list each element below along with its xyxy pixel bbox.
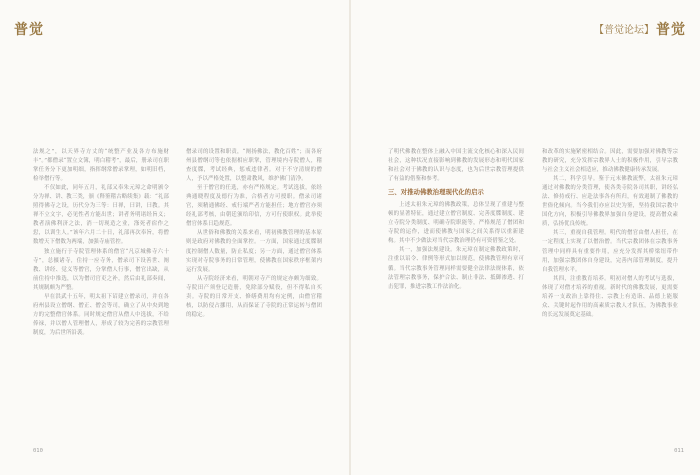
left-column-1: [33, 148, 169, 338]
right-column-2: [542, 148, 678, 320]
body-paragraph: 其二，科学引导。鉴于元末佛教流弊，太祖朱元璋通过对佛教的分类管理，使各类寺院各司其职，讲经弘法、修持戒行、应赴法事各有所归，有效遏制了佛教的世俗化倾向。当今我们亦应以史为鉴，坚持我国宗教中国化方向，积极引导佛教界加强自身建设，提高僧众素质，弘扬优良传统。: [542, 176, 678, 228]
right-page: [351, 0, 700, 475]
body-paragraph: 至于僧官的任选，亦有严格规定。考试选拔，依经典通晓程度及德行为准，合格者方可授职。僧录司诸官，须精通佛经、戒行端严者方能担任；地方僧官亦须经礼部考核，由朝廷颁给印信，方可行使职权。此举使僧官体系日趋规范。: [186, 185, 322, 228]
body-paragraph: 早在洪武十五年，明太祖下诏建立僧录司，并在各府州县设立僧纲、僧正、僧会等司，确立了从中央到地方的完整僧官体系。同时规定僧官从僧人中选拔，不给俸禄，并以僧人管理僧人，形成了较为完善的宗教管理制度，为后世所沿袭。: [33, 293, 169, 336]
body-paragraph: 了明代佛教在整体上融入中国主流文化核心和深入民间社会，这种状况直接影响到佛教的发展形态和明代国家和社会对于佛教的认识与态度，也为后世宗教管理提供了有益的借鉴和参考。: [388, 149, 524, 183]
body-paragraph: 僧录司的设置和职责，“阐扬佛法，教化百姓”；而各府州县僧纲司等也依据相应职掌，管理境内寺院僧人，稽查度牒，考试经典，惩戒违律者。对于不守清规的僧人，予以严格处置，以整肃教风，维护佛门清净。: [186, 149, 322, 183]
left-column-2: [186, 148, 322, 320]
page-number: 010: [33, 448, 43, 454]
journal-logo: 普觉: [14, 22, 44, 38]
body-paragraph: 和改革的实施紧密相结合。因此，需要加强对佛教等宗教的研究，充分发挥宗教界人士的积极作用，引导宗教与社会主义社会相适应，推动佛教健康传承发展。: [542, 149, 678, 174]
body-paragraph: 从世俗和佛教的关系来看，明初佛教管理的基本原则是政府对佛教的全面掌控。一方面，国家通过度牒制度控制僧人数量，防止私度；另一方面，通过僧官体系实现对寺院事务的日常管理，使佛教在国家秩序框架内运行发展。: [186, 230, 322, 273]
body-paragraph: 其四，注重教育培养。明初对僧人的考试与选拔，体现了对僧才培养的重视。新时代的佛教发展，更需要培养一支政治上靠得住、宗教上有造诣、品德上能服众、关键时起作用的高素质宗教人才队伍，为佛教事业的长远发展奠定基础。: [542, 275, 678, 318]
section-heading: 三、对推动佛教治理现代化的启示: [388, 189, 484, 197]
body-paragraph: 不仅如此，同年五月，礼部又奉朱元璋之命明颁令分为禅、讲、教三类，颁《释鉴稽古略续集》载：“礼部照得佛寺之设，历代分为三等：曰禅，曰讲，曰教。其禅不立文字，必见性者方能出世；讲者务明诸经旨义；教者演佛利济之法，消一切现造之业，涤死者宿作之愆，以训生人。”该年六月二十日，礼部再次奉旨，将僧数增天下僧数为两端，加强寺庙管控。: [33, 185, 169, 246]
journal-logo: 普觉: [656, 22, 686, 38]
body-paragraph: 其三，重视自我管理。明代的僧官由僧人担任，在一定程度上实现了以僧治僧。当代宗教团体在宗教事务管理中同样具有重要作用，应充分发挥其桥梁纽带作用，加强宗教团体自身建设，完善内部管理制度，提升自我管理水平。: [542, 230, 678, 273]
right-column-1: [388, 148, 524, 292]
body-paragraph: 其一，加强法规建设。朱元璋在制定佛教政策时，注重以诏令、律例等形式加以规范，使佛教管理有章可循。当代宗教事务管理同样需要健全法律法规体系，依法管理宗教事务，保护合法、制止非法、抵御渗透、打击犯罪，推进宗教工作法治化。: [388, 247, 524, 290]
left-page: [0, 0, 349, 475]
body-paragraph: 独立施行于寺院管理体系的僧官“凡京城佛寺六十寺”，总摄诸寺，住持一应寺务，僧录司下设善世、阐教、讲经、觉义等僧官，分掌僧人行事，僧官出缺，从前住持中推选，以为僧司官吏之补，然后由礼部奏闻，其规制颇为严整。: [33, 248, 169, 291]
body-paragraph: 从寺院经济来看，明朝对寺产的规定亦颇为细致。寺院田产须登记造册，免除部分赋役，但不得私自买卖。寺院的日常开支、修缮费用均有定例，由僧官稽核，以防侵占挪用，从而保证了寺院的正常运转与僧团的稳定。: [186, 275, 322, 318]
body-paragraph: 法规之”，以天界寺方丈的“统整产业及各方布施财丰”。”都僧录“置立文簿，明白稽考”，最后，册录司在职掌任务分下更加明细，指挥纲常僧录掌理，如明旧档，检举僧行等。: [33, 149, 169, 183]
body-paragraph: 上述太祖朱元璋的佛教政策，总体呈现了重建与整顿的显著特征，通过建立僧官制度、完善度牒制度、建立寺院分类制度、明确寺院职能等，严格规范了僧团和寺院的运作，进而使佛教与国家之间关系得以重新建构。其中不少做法对当代宗教治理仍有可资借鉴之处。: [388, 202, 524, 245]
section-badge: 【普觉论坛】: [594, 25, 654, 36]
page-number: 011: [674, 448, 684, 454]
